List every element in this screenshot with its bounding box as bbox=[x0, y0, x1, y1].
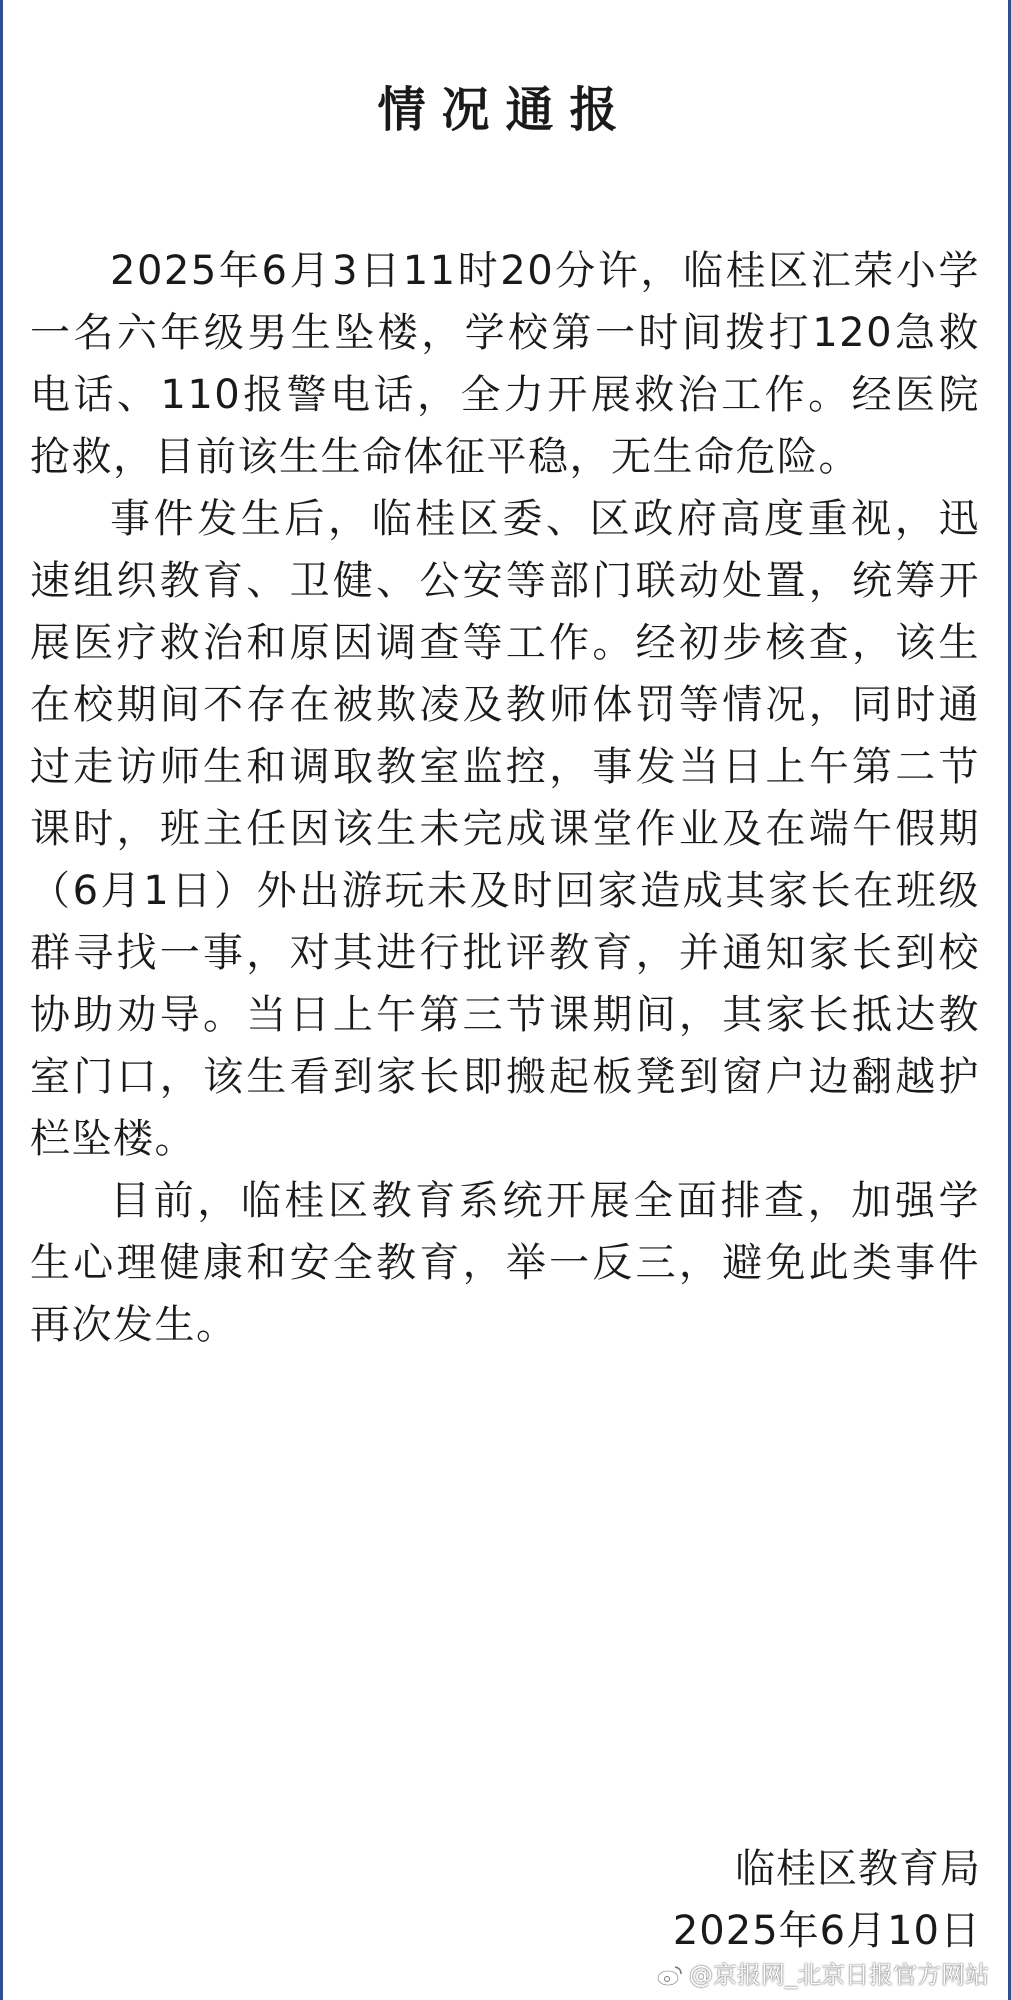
watermark bbox=[657, 1960, 989, 1990]
issuer-name: 临桂区教育局 bbox=[735, 1846, 981, 1892]
notice-body bbox=[30, 240, 980, 1356]
paragraph-1: 2025年6月3日11时20分许，临桂区汇荣小学一名六年级男生坠楼，学校第一时间拨打120急救电话、110报警电话，全力开展救治工作。经医院抢救，目前该生生命体征平稳，无生命危险。 bbox=[30, 248, 980, 480]
issue-date: 2025年6月10日 bbox=[672, 1908, 981, 1954]
watermark-text: @京报网_北京日报官方网站 bbox=[689, 1961, 989, 1989]
weibo-icon bbox=[657, 1964, 683, 1986]
paragraph-3: 目前，临桂区教育系统开展全面排查，加强学生心理健康和安全教育，举一反三，避免此类事件再次发生。 bbox=[30, 1178, 980, 1348]
left-border bbox=[0, 0, 3, 2000]
notice-title: 情况通报 bbox=[377, 82, 634, 138]
paragraph-2: 事件发生后，临桂区委、区政府高度重视，迅速组织教育、卫健、公安等部门联动处置，统筹开展医疗救治和原因调查等工作。经初步核查，该生在校期间不存在被欺凌及教师体罚等情况，同时通过走访师生和调取教室监控，事发当日上午第二节课时，班主任因该生未完成课堂作业及在端午假期（6月1日）外出游玩未及时回家造成其家长在班级群寻找一事，对其进行批评教育，并通知家长到校协助劝导。当日上午第三节课期间，其家长抵达教室门口，该生看到家长即搬起板凳到窗户边翻越护栏坠楼。 bbox=[30, 496, 980, 1162]
signature-block bbox=[673, 1838, 981, 1962]
